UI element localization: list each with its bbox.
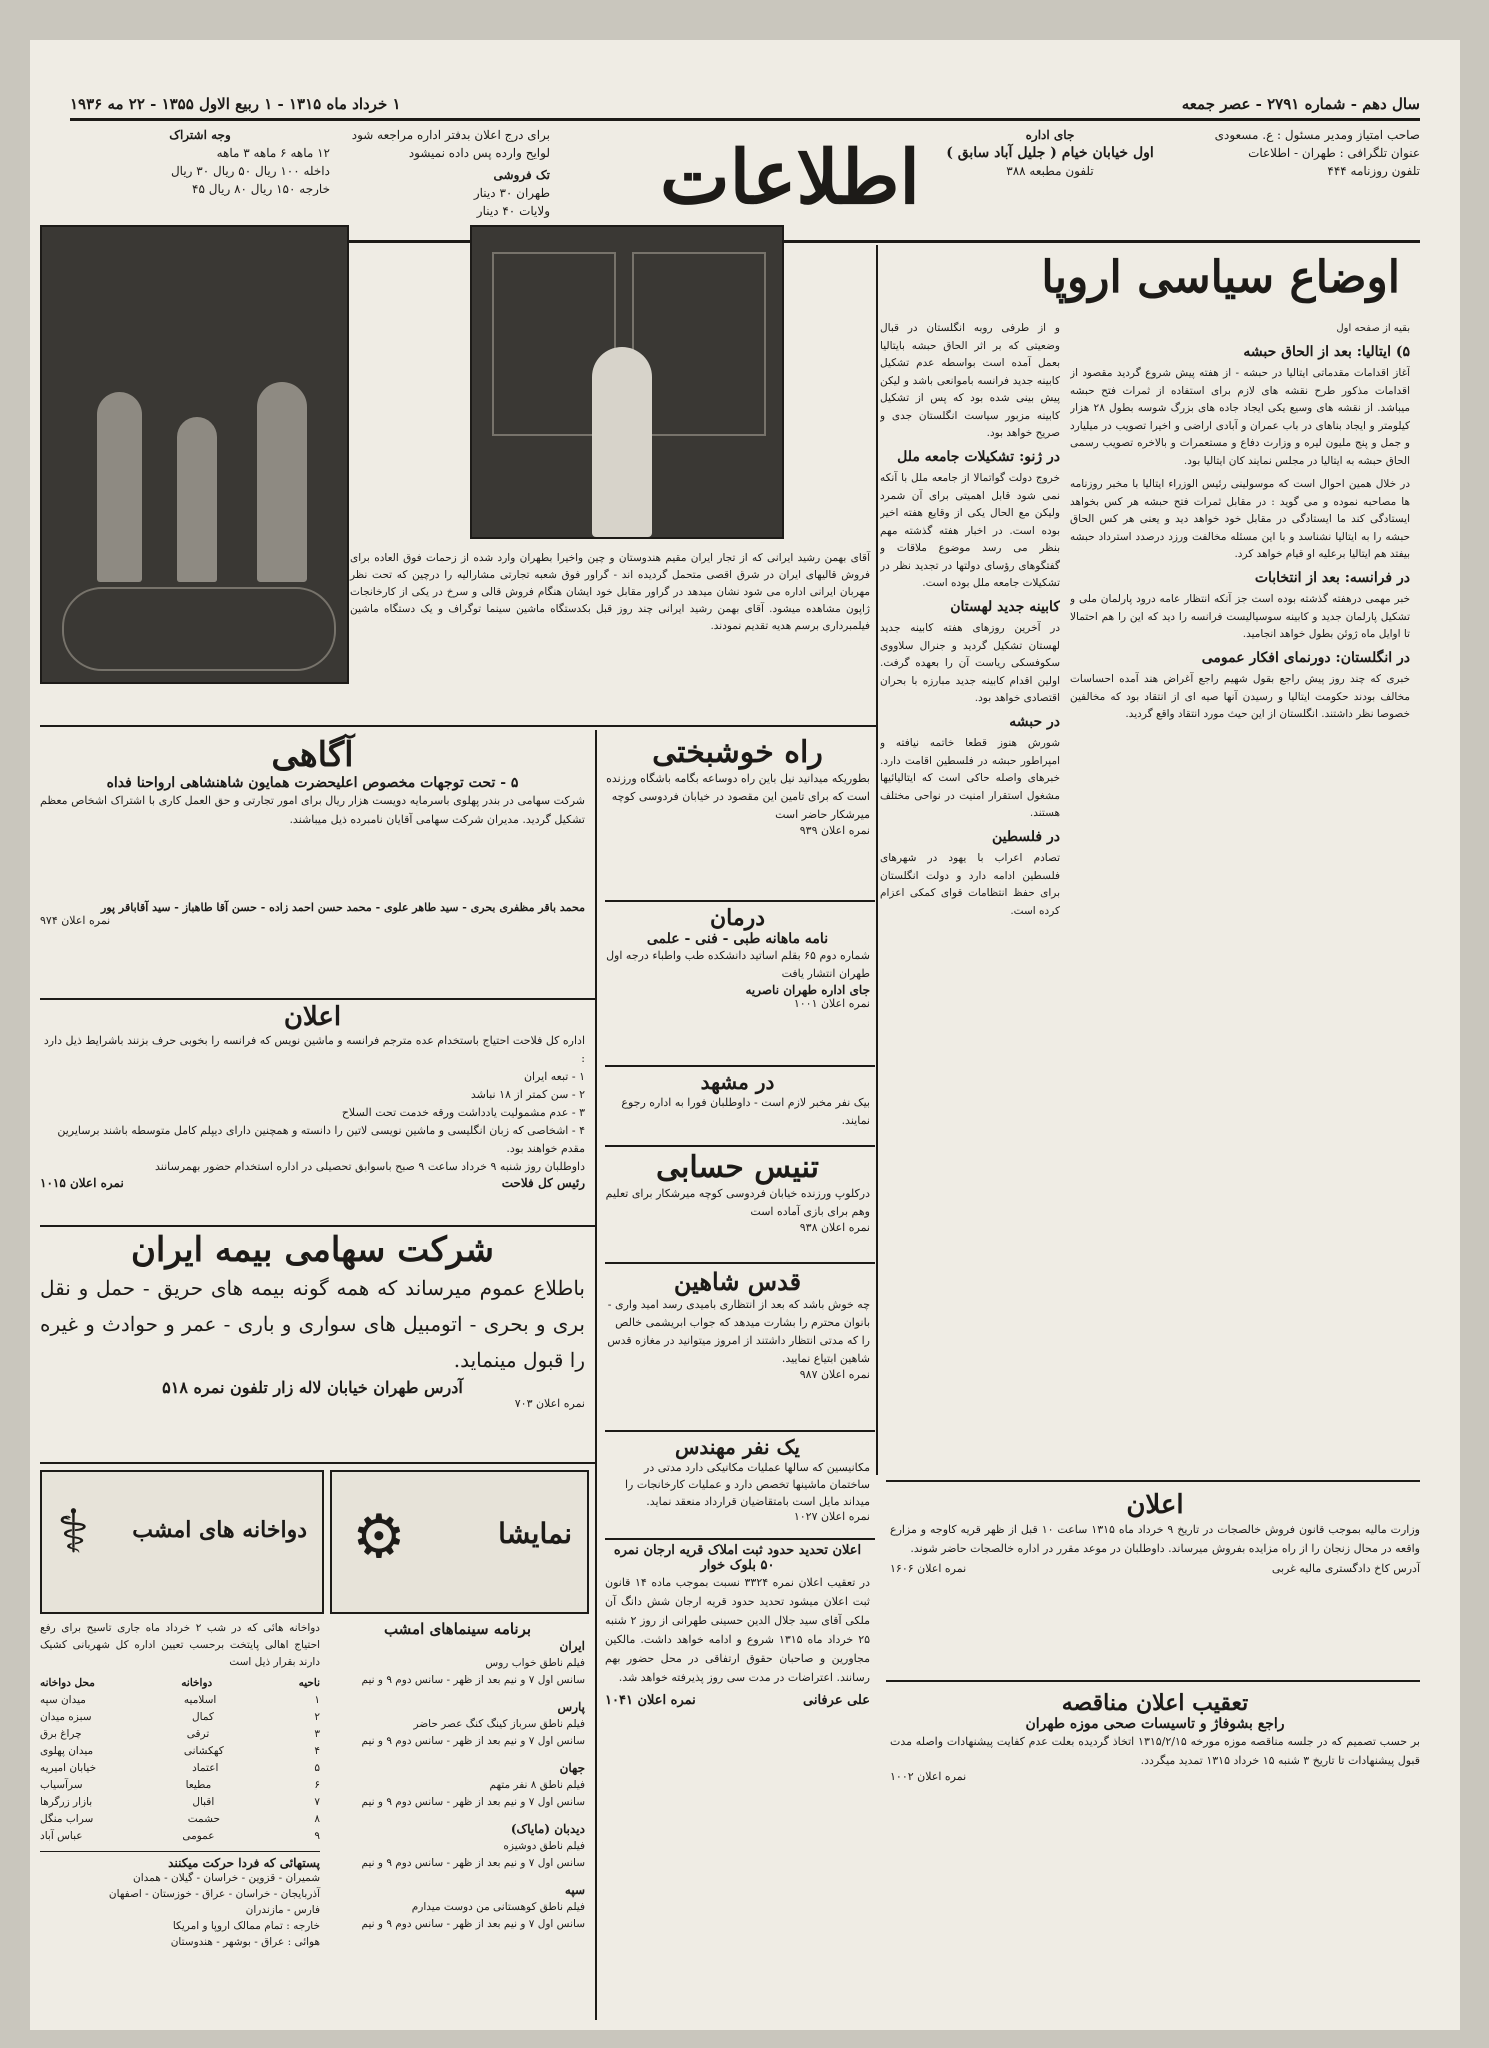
price-tehran: طهران ۳۰ دینار <box>473 186 550 200</box>
section-rule <box>605 1065 875 1067</box>
elan-address: آدرس کاخ دادگستری مالیه غربی <box>1271 1562 1420 1575</box>
tender-title: تعقیب اعلان مناقصه <box>1061 1690 1249 1716</box>
paragraph: خروج دولت گواتمالا از جامعه ملل با آنکه نمی شود قابل اهمیتی برای آن شمرد ولیکن مع الحال یکی از وقایع هفته اخیر بوده است. در اخبار هفته گذشته مهم بنظر می رسد موضوع ملاقات و گفتگوهای رؤسای دولتها در تجدید نظر در تشکیلات جامعه ملل بوده است. <box>880 472 1060 589</box>
elan-body: وزارت مالیه بموجب قانون فروش خالصجات در تاریخ ۹ خرداد ماه ۱۳۱۵ ساعت ۱۰ قبل از ظهر قریه کاوجه و مزارع واقعه در محال زنجان را از راه مزایده بفروش میرساند. داوطلبان در موعد مقرر در اداره خالصجات حاضر شوند. <box>890 1523 1420 1555</box>
cinema-row <box>330 1760 585 1811</box>
continued-note: بقیه از صفحه اول <box>1336 323 1410 334</box>
cinema-row <box>330 1882 585 1933</box>
pharmacy-table <box>40 1675 320 1845</box>
table-cell: سبزه میدان <box>40 1711 92 1723</box>
column-divider <box>876 245 878 1475</box>
mail-line: هوائی : عراق - بوشهر - هندوستان <box>170 1936 320 1948</box>
notice-number: نمره اعلان ۱۰۱۵ <box>40 1176 124 1190</box>
pharmacy-logo-text: دواخانه های امشب <box>132 1517 307 1543</box>
mail-title: پستهائی که فردا حرکت میکنند <box>168 1856 320 1870</box>
ad-body: شماره دوم ۶۵ بقلم اساتید دانشکده طب واطباء درجه اول طهران انتشار یافت <box>606 949 870 980</box>
cinema-times: سانس اول ۷ و نیم بعد از ظهر - سانس دوم ۹ و نیم <box>361 1674 585 1686</box>
section-rule <box>605 900 875 902</box>
agahi-body: شرکت سهامی در بندر پهلوی باسرمایه دویست هزار ریال برای امور تجارتی و حق العمل کاری با اشتراک اشخاص معظم تشکیل گردید. مدیران شرکت سهامی آقایان نامبرده ذیل میباشند. <box>40 794 585 826</box>
agahi-notice <box>40 735 585 995</box>
paragraph: خبر مهمی درهفته گذشته بوده است جز آنکه انتظار عامه درود پارلمان ملی و تشکیل پارلمان جدید و کابینه سوسیالیست فرانسه را دید که این را هم احتمالا تا اوایل ماه ژوئن بطول خواهد انجامید. <box>1070 593 1410 640</box>
elan-title: اعلان <box>1126 1490 1184 1520</box>
subscription-domestic: داخله ۱۰۰ ریال ۵۰ ریال ۳۰ ریال <box>170 164 330 178</box>
elan-signature: رئیس کل فلاحت <box>501 1176 585 1190</box>
mail-line: فارس - مازندران <box>245 1904 320 1916</box>
photo-carpet-store <box>470 225 784 539</box>
table-cell: کمال <box>192 1711 214 1723</box>
table-cell: اقبال <box>192 1796 215 1808</box>
qods-shahin-ad <box>605 1267 870 1427</box>
notice-number: نمره اعلان ۱۰۲۷ <box>793 1510 870 1523</box>
photo-caption: آقای بهمن رشید ایرانی که از تجار ایران مقیم هندوستان و چین واخیرا بطهران وارد شده از زحمات فوق العاده برای فروش قالیهای ایران در شرق اقصی متحمل گردیده اند - گراور فوق شعبه تجارتی مشارالیه را درچین که تحت نظر مهربان ایرانی اداره می شود نشان میدهد در گراور مقابل خود ایشان هنگام فروش قالی و سرخ در یکی از کارخانجات ژاپون مشاهده میشود. آقای بهمن رشید ایرانی چند روز قبل بکدستگاه ماشین سینما توگراف و یک دستگاه ماشین فیلمبرداری برسم هدیه تقدیم نمودند. <box>350 552 870 632</box>
print-phone: تلفون مطبعه ۳۸۸ <box>1006 164 1094 178</box>
table-row <box>40 1760 320 1777</box>
subscription-box <box>70 126 330 198</box>
cinema-row <box>330 1638 585 1689</box>
land-signature: علی عرفانی <box>803 1693 870 1708</box>
table-cell: ۷ <box>314 1796 320 1808</box>
cinema-list <box>330 1638 585 1933</box>
cinema-film: فیلم ناطق ۸ نفر متهم <box>489 1779 585 1791</box>
rah-khoshbakhti-ad <box>605 735 870 905</box>
section-rule <box>886 1680 1420 1682</box>
table-row <box>40 1726 320 1743</box>
paragraph: در آخرین روزهای هفته کابینه جدید لهستان تشکیل گردید و جنرال سلاووی سکوفسکی ریاست آن را بعهده گرفت. اولین اقدام کابینه جدید مبارزه با بحران اقتصادی خواهد بود. <box>880 622 1060 704</box>
agriculture-notice <box>40 1002 585 1222</box>
engineer-ad <box>605 1435 870 1535</box>
table-cell: ۵ <box>314 1762 320 1774</box>
tennis-ad <box>605 1150 870 1260</box>
cinema-times: سانس اول ۷ و نیم بعد از ظهر - سانس دوم ۹ و نیم <box>361 1918 585 1930</box>
office-box <box>930 126 1170 180</box>
list-item: ۴ - اشخاصی که زبان انگلیسی و ماشین نویسی لاتین را دانسته و همچنین دارای دیپلم کامل متوسطه باشند برسایرین مقدم خواهند بود. <box>57 1124 585 1155</box>
mashhad-ad <box>605 1070 870 1140</box>
insurance-title: شرکت سهامی بیمه ایران <box>130 1230 495 1270</box>
ad-title: درمان <box>709 905 766 931</box>
notice-number: نمره اعلان ۹۷۴ <box>40 914 111 927</box>
publisher-line: صاحب امتیاز ومدیر مسئول : ع. مسعودی <box>1214 128 1420 142</box>
insurance-ad <box>40 1230 585 1460</box>
insurance-body: باطلاع عموم میرساند که همه گونه بیمه های حریق - حمل و نقل بری و بحری - اتومبیل های سواری و باری - عمر و حوادث و غیره را قبول مینماید. <box>40 1276 585 1372</box>
ad-body: بیک نفر مخبر لازم است - داوطلبان فورا به اداره رجوع نمایند. <box>621 1096 870 1127</box>
table-cell: چراغ برق <box>40 1728 82 1740</box>
insurance-address: آدرس طهران خیابان لاله زار تلفون نمره ۵۱۸ <box>162 1378 463 1397</box>
table-cell: میدان پهلوی <box>40 1745 94 1757</box>
table-row <box>40 1794 320 1811</box>
table-cell: بازار زرگرها <box>40 1796 93 1808</box>
table-cell: مطیعا <box>185 1779 212 1791</box>
table-cell: ۹ <box>314 1830 320 1842</box>
mail-line: شمیران - قزوین - خراسان - گیلان - همدان <box>133 1872 320 1884</box>
publisher-box <box>1190 126 1420 180</box>
section-rule <box>605 1262 875 1264</box>
paragraph: تصادم اعراب با یهود در شهرهای فلسطین ادامه دارد و دولت انگلستان برای حفظ انتظامات قوای کمکی اعزام کرده است. <box>880 852 1060 917</box>
table-cell: اسلامیه <box>183 1694 217 1706</box>
ad-title: در مشهد <box>700 1070 775 1094</box>
pharmacist-icon: ⚕ <box>57 1497 90 1567</box>
ad-body: در تعقیب اعلان نمره ۳۳۲۴ نسبت بموجب ماده ۱۴ قانون ثبت اعلان میشود تحدید حدود قریه ارجان شش دانگ آن ملکی آقای سید جلال الدین حسینی طهرانی از روز ۲ شنبه ۲۵ خرداد ماه ۱۳۱۵ شروع و ادامه خواهد داشت. مالکین مجاورین و صاحبان حقوق ارتفاقی در محل حضور بهم رسانند. اعتراضات در مدت سی روز پذیرفته خواهد شد. <box>605 1576 870 1684</box>
agahi-names: محمد باقر مظفری بحری - سید طاهر علوی - محمد حسن احمد زاده - حسن آقا طاهباز - سید آقاباقر پور <box>101 901 585 914</box>
subhead-italy: ۵) ایتالیا: بعد از الحاق حبشه <box>1243 343 1410 360</box>
subscription-title: وجه اشتراک <box>169 128 231 142</box>
table-cell: خیابان امیریه <box>40 1762 97 1774</box>
land-registration-notice <box>605 1543 870 2023</box>
table-cell: کهکشانی <box>183 1745 224 1757</box>
cinema-title: برنامه سینماهای امشب <box>383 1620 532 1638</box>
notice-number: نمره اعلان ۱۰۰۲ <box>890 1770 967 1783</box>
cinema-name: دیدبان (مایاک) <box>510 1822 585 1836</box>
mail-line: آذربایجان - خراسان - عراق - خوزستان - اصفهان <box>108 1888 320 1900</box>
paragraph: خبری که چند روز پیش راجع بقول شهیم راجع آغراض هند آمده احساسات مخالف بودند حکومت ایتالیا و رسیدن آنها صیه ای از انتقاد بود که مخالفین خصوصا نظر داشتند. انگلستان از این حیث مورد انتقاد واقع گردید. <box>1070 673 1410 720</box>
tender-body: بر حسب تصمیم که در جلسه مناقصه موزه مورخه ۱۳۱۵/۲/۱۵ اتخاذ گردیده بعلت عدم کفایت پیشنهادات واصله مدت قبول پیشنهادات تا تاریخ ۳ شنبه ۱۵ خرداد ۱۳۱۵ تمدید میگردد. <box>890 1735 1420 1767</box>
column-divider <box>595 730 597 2020</box>
table-row <box>40 1777 320 1794</box>
section-rule <box>605 1538 875 1540</box>
table-row <box>40 1692 320 1709</box>
pharmacy-logo <box>40 1470 324 1614</box>
ad-body: درکلوپ ورزنده خیابان فردوسی کوچه میرشکار برای تعلیم وهم برای بازی آماده است <box>605 1187 870 1218</box>
table-cell: اعتماد <box>192 1762 219 1774</box>
table-cell: ۲ <box>314 1711 320 1723</box>
table-row <box>40 1743 320 1760</box>
paragraph: و از طرفی روبه انگلستان در قبال وضعیتی که بر اثر الحاق حبشه بایتالیا بعمل آمده است بواسطه عدم تشکیل کابینه جدید فرانسه باموانعی باشد و لیکن پیش بینی شده بود که پس از تشکیل کابینه مزبور سیاست انگلستان جدی و صریح خواهد بود. <box>880 322 1060 439</box>
cinema-name: ایران <box>559 1639 585 1653</box>
price-label: تک فروشی <box>493 168 550 182</box>
table-cell: عباس آباد <box>40 1830 83 1842</box>
table-row <box>40 1828 320 1845</box>
issue-number: سال دهم - شماره ۲۷۹۱ - عصر جمعه <box>1181 95 1420 113</box>
table-cell: ۳ <box>314 1728 320 1740</box>
list-item: ۲ - سن کمتر از ۱۸ نباشد <box>470 1088 585 1101</box>
issue-date: ۱ خرداد ماه ۱۳۱۵ - ۱ ربیع الاول ۱۳۵۵ - ۲۲ مه ۱۹۳۶ <box>70 95 401 113</box>
ad-body: بطوریکه میدانید نیل باین راه دوساعه بگامه باشگاه ورزنده است که برای تامین این مقصود در خیابان فردوسی کوچه میرشکار حاضر است <box>606 772 870 821</box>
subhead-palestine: در فلسطین <box>991 828 1060 845</box>
table-row <box>40 1709 320 1726</box>
notice-number: نمره اعلان ۹۸۷ <box>799 1368 870 1381</box>
table-cell: سراب منگل <box>40 1813 94 1825</box>
office-label: جای اداره <box>1025 128 1075 142</box>
subhead-poland: کابینه جدید لهستان <box>950 598 1060 615</box>
cinema-name: پارس <box>557 1700 585 1714</box>
paragraph: در خلال همین احوال است که موسولینی رئیس الوزراء ایتالیا با مخبر روزنامه ها مصاحبه نموده و می گوید : در مقابل ثمرات فتح حبشه هر کس بخواهد ایستادگی کند ما ایستادگی در مقابل خود خواهد دید و یعنی هر کس الحاق حبشه را به ایتالیا نشناسد و با این مسئله مخالفت ورزد درصدد استرداد حبشه بیفتد هم ایتالیا برعلیه او قیام خواهد کرد. <box>1070 478 1410 560</box>
ad-title: تنیس حسابی <box>656 1150 819 1185</box>
ad-title: راه خوشبختی <box>652 735 823 770</box>
subhead-england: در انگلستان: دورنمای افکار عمومی <box>1201 649 1410 666</box>
issue-header <box>70 95 1420 113</box>
cinema-program <box>330 1620 585 2020</box>
agahi-subtitle: ۵ - تحت توجهات مخصوص اعلیحضرت همایون شاهنشاهی ارواحنا فداه <box>106 775 519 791</box>
newspaper-title: اطلاعات <box>660 135 920 221</box>
paragraph: آغاز اقدامات مقدماتی ایتالیا در حبشه - از هفته پیش شروع گردید مقصود از اقدامات مذکور طرح نقشه های لازم برای استفاده از ثمرات فتح حبشه میباشد. از نقشه های وسیع یکی ایجاد جاده های بزرگ شوسه بطول ۲۸ هزار کیلومتر و ایجاد بناهای در باب عمران و آبادی اراضی و اخیرا تصویب در میلیارد و جمل و پنج ملیون لیره و وزارت دفاع و مستعمرات و بالاخره تصویب رسمی الحاق حبشه به ایتالیا در مجلس نمایند کان ایتالیا بود. <box>1070 367 1410 467</box>
ad-body: چه خوش باشد که بعد از انتظاری بامیدی رسد امید واری - بانوان محترم را بشارت میدهد که جواب ابریشمی خالص را که مدتی انتظار داشتند از امروز میتوانید در مغازه قدس شاهین ابتیاع نمایید. <box>607 1298 870 1365</box>
pharmacy-list <box>40 1620 320 2020</box>
cinema-film: فیلم ناطق کوهستانی من دوست میدارم <box>411 1901 585 1913</box>
lead-column-middle <box>880 320 1060 1470</box>
subscription-periods: ۱۲ ماهه ۶ ماهه ۳ ماهه <box>216 146 330 160</box>
cinema-times: سانس اول ۷ و نیم بعد از ظهر - سانس دوم ۹ و نیم <box>361 1735 585 1747</box>
subscription-foreign: خارجه ۱۵۰ ریال ۸۰ ریال ۴۵ <box>192 182 330 196</box>
table-cell: ۶ <box>314 1779 320 1791</box>
pharmacy-body: دواخانه هائی که در شب ۲ خرداد ماه جاری تاسیح برای رفع احتیاج اهالی پایتخت برحسب تعیین اداره کل شهربانی کشیک دارند بقرار ذیل است <box>40 1622 320 1668</box>
ad-notice-1: برای درج اعلان بدفتر اداره مراجعه شود <box>351 128 550 142</box>
ad-title: اعلان تحدید حدود ثبت املاک قریه ارجان نمره ۵۰ بلوک خوار <box>613 1543 862 1573</box>
darman-ad <box>605 905 870 1065</box>
ad-subtitle: نامه ماهانه طبی - فنی - علمی <box>646 931 829 947</box>
finance-notice <box>890 1490 1420 1670</box>
section-rule <box>605 1430 875 1432</box>
cinema-name: سپه <box>564 1883 585 1897</box>
cinema-film: فیلم ناطق خواب روس <box>485 1657 585 1669</box>
section-rule <box>605 1145 875 1147</box>
office-address: اول خیابان خیام ( جلیل آباد سابق ) <box>946 145 1154 161</box>
cinema-film: فیلم ناطق سرباز کینگ کنگ عصر حاضر <box>413 1718 585 1730</box>
header-cell: ناحیه <box>298 1677 320 1689</box>
section-rule <box>886 1480 1420 1482</box>
phone-line: تلفون روزنامه ۴۴۴ <box>1327 164 1420 178</box>
ad-title: یک نفر مهندس <box>675 1435 800 1459</box>
header-cell: محل دواخانه <box>40 1677 95 1689</box>
table-cell: ۴ <box>314 1745 320 1757</box>
table-header <box>40 1675 320 1692</box>
cinema-logo-text: نمایشا <box>498 1517 572 1550</box>
table-cell: ۱ <box>314 1694 320 1706</box>
mail-schedule <box>40 1851 320 1950</box>
film-projector-icon: ⚙ <box>352 1502 406 1572</box>
list-item: ۳ - عدم مشمولیت یادداشت ورقه خدمت تحت السلاح <box>341 1106 585 1119</box>
cinema-logo <box>330 1470 589 1614</box>
tender-subtitle: راجع بشوفاژ و تاسیسات صحی موزه طهران <box>1025 1716 1285 1732</box>
paragraph: شورش هنوز قطعا خاتمه نیافته و امپراطور حبشه در فلسطین اقامت دارد. خبرهای واصله حاکی است که ایتالیائیها مشغول استقرار امنیت در نواحی مختلف هستند. <box>880 737 1060 819</box>
photo-men-with-rugs <box>40 225 349 684</box>
lead-column-right <box>1070 320 1410 1470</box>
table-cell: سرآسیاب <box>40 1779 83 1791</box>
cinema-times: سانس اول ۷ و نیم بعد از ظهر - سانس دوم ۹ و نیم <box>361 1796 585 1808</box>
cinema-name: جهان <box>559 1761 585 1775</box>
header-cell: دواخانه <box>181 1677 213 1689</box>
ad-title: قدس شاهین <box>673 1267 802 1296</box>
table-cell: میدان سپه <box>40 1694 86 1706</box>
cinema-film: فیلم ناطق دوشیزه <box>503 1840 585 1852</box>
section-rule <box>40 998 595 1000</box>
telegraph-line: عنوان تلگرافی : طهران - اطلاعات <box>1248 146 1420 160</box>
newspaper-page <box>30 40 1460 2030</box>
subhead-ethiopia: در حبشه <box>1009 713 1060 730</box>
table-cell: عمومی <box>182 1830 215 1842</box>
elan-body: اداره کل فلاحت احتیاج باستخدام عده مترجم فرانسه و ماشین نویس که فرانسه را بخوبی حرف بزنند باشرایط ذیل دارد : <box>43 1034 585 1065</box>
notice-number: نمره اعلان ۹۳۸ <box>799 1221 870 1234</box>
notice-number: نمره اعلان ۱۰۰۱ <box>793 997 870 1010</box>
agahi-title: آگاهی <box>271 735 354 775</box>
mail-line: خارجه : تمام ممالک اروپا و امریکا <box>172 1920 320 1932</box>
subhead-geneva: در ژنو: تشکیلات جامعه ملل <box>897 448 1060 465</box>
cinema-times: سانس اول ۷ و نیم بعد از ظهر - سانس دوم ۹ و نیم <box>361 1857 585 1869</box>
table-cell: ترقی <box>186 1728 210 1740</box>
ad-body: مکانیسین که سالها عملیات مکانیکی دارد مدتی در ساختمان ماشینها تخصص دارد و عملیات کارخانجات را میداند مایل است بامتقاضیان قرارداد منعقد نماید. <box>624 1461 870 1508</box>
section-rule <box>40 1462 595 1464</box>
table-cell: حشمت <box>187 1813 220 1825</box>
notice-number: نمره اعلان ۷۰۳ <box>514 1397 585 1410</box>
notice-number: نمره اعلان ۹۳۹ <box>799 824 870 837</box>
price-provinces: ولایات ۴۰ دینار <box>476 204 550 218</box>
table-row <box>40 1811 320 1828</box>
ad-notice-2: لوایح وارده پس داده نمیشود <box>408 146 550 160</box>
elan-title: اعلان <box>283 1002 342 1032</box>
section-rule <box>40 1225 595 1227</box>
ad-office: جای اداره طهران ناصریه <box>745 983 870 997</box>
cinema-row <box>330 1821 585 1872</box>
cinema-row <box>330 1699 585 1750</box>
table-cell: ۸ <box>314 1813 320 1825</box>
ad-notice-box <box>350 126 550 220</box>
subhead-france: در فرانسه: بعد از انتخابات <box>1254 569 1410 586</box>
masthead <box>70 118 1420 238</box>
elan-footer: داوطلبان روز شنبه ۹ خرداد ساعت ۹ صبح باسوابق تحصیلی در اداره استخدام حضور بهمرسانند <box>154 1160 585 1173</box>
lead-headline: اوضاع سیاسی اروپا <box>1041 252 1400 303</box>
list-item: ۱ - تبعه ایران <box>523 1070 585 1083</box>
notice-number: نمره اعلان ۱۶۰۶ <box>890 1562 967 1575</box>
section-rule <box>40 725 876 727</box>
tender-notice <box>890 1690 1420 1890</box>
notice-number: نمره اعلان ۱۰۴۱ <box>605 1693 696 1708</box>
